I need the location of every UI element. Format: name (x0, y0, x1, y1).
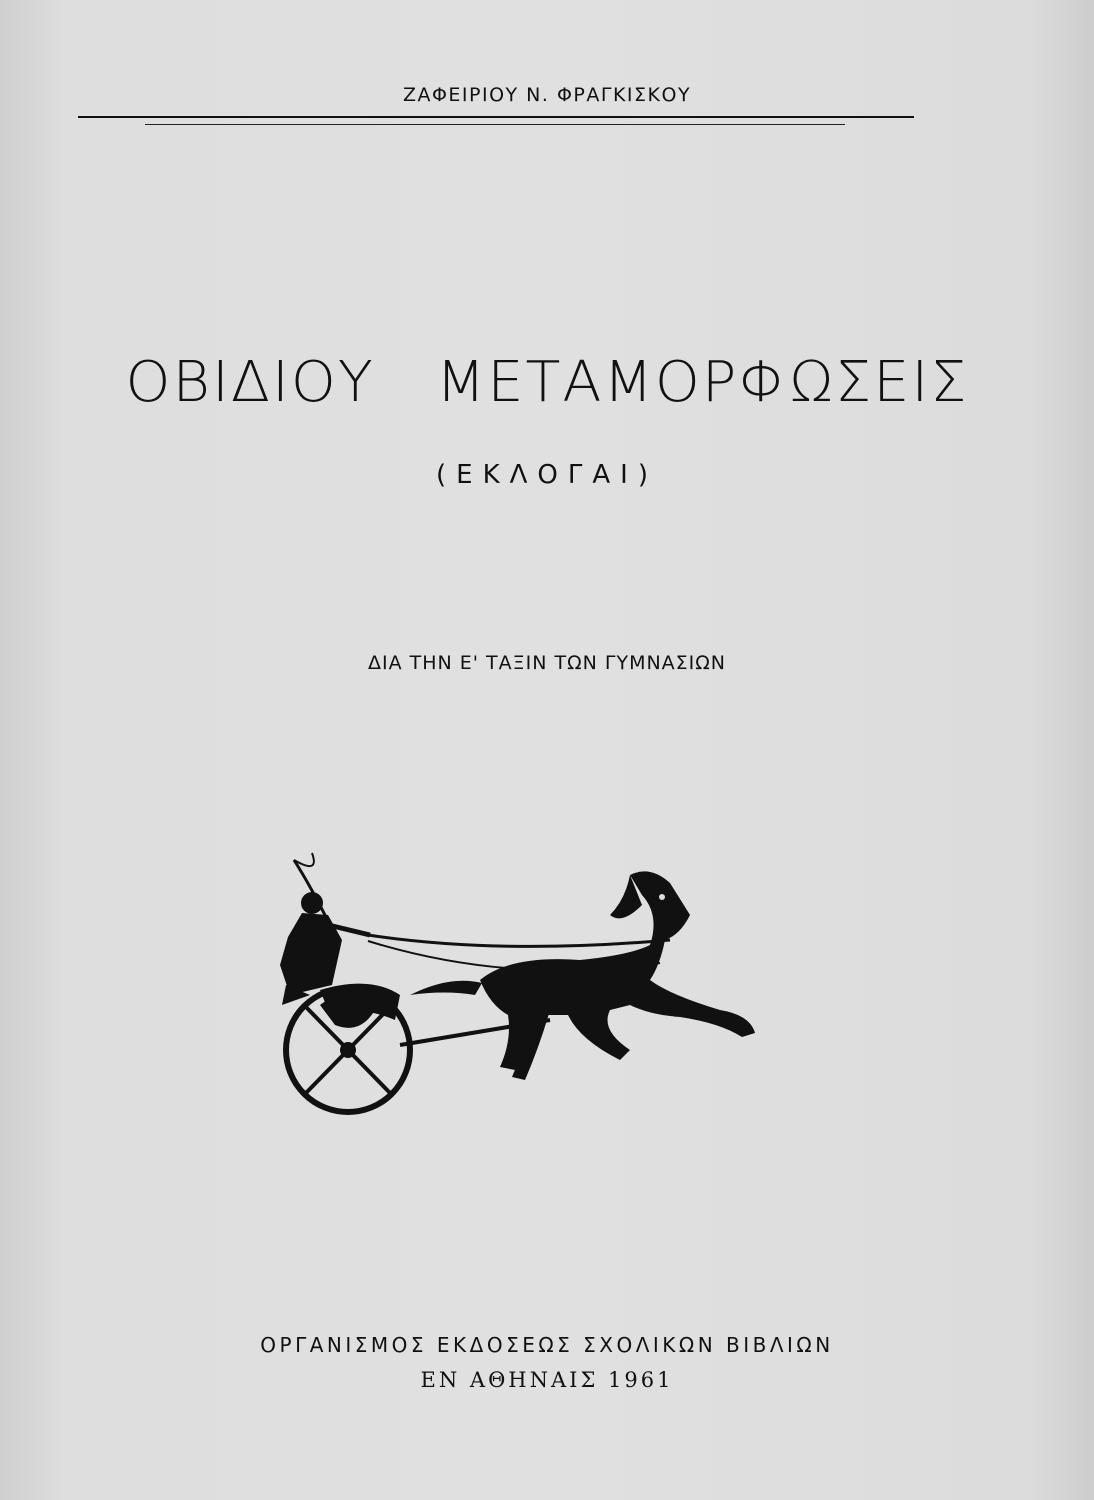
place-and-year: ΕΝ ΑΘΗΝΑΙΣ 1961 (420, 1368, 674, 1392)
book-title (0, 350, 1094, 415)
publisher-name: ΟΡΓΑΝΙΣΜΟΣ ΕΚΔΟΣΕΩΣ ΣΧΟΛΙΚΩΝ ΒΙΒΛΙΩΝ (260, 1333, 834, 1357)
chariot-illustration (250, 845, 780, 1135)
book-title-right: ΜΕΤΑΜΟΡΦΩΣΕΙΣ (435, 350, 969, 415)
book-title-left: ΟΒΙΔΙΟΥ (125, 350, 375, 415)
audience-line: ΔΙΑ ΤΗΝ Ε' ΤΑΞΙΝ ΤΩΝ ΓΥΜΝΑΣΙΩΝ (367, 652, 727, 674)
book-subtitle: (ΕΚΛΟΓΑΙ) (436, 460, 658, 490)
header-rule-thin (145, 124, 845, 125)
author-name: ΖΑΦΕΙΡΙΟΥ Ν. ΦΡΑΓΚΙΣΚΟΥ (402, 84, 692, 106)
header-rule-thick (78, 116, 914, 118)
